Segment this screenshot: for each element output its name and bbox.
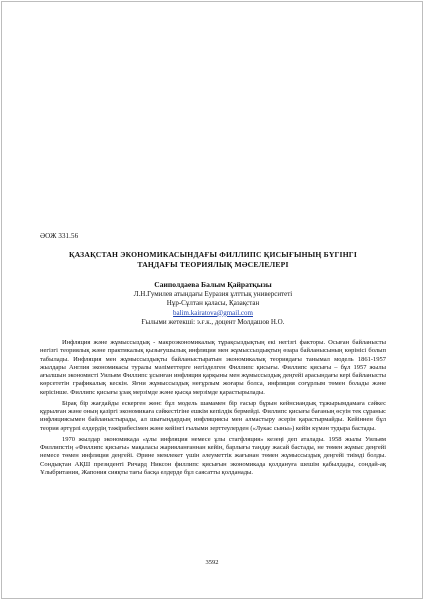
paragraph-3: 1970 жылдар экономикада «ұлы инфляция немесе ұлы стагфляция» кезеңі деп аталады. 1958 жылы Уильям Филлипстің «Филлипс қисығы» мақаласы жарияланғаннан кейін, барлығы тандау жасай бастады, не төмен жұмыс деңгейі немесе төмен инфляция деңгейі. Әрине мемлекет үшін әлеуметтік жағынан төмен жұмыссыздық деңгейі тиімді болды. Сондықтан АҚШ президенті Ричард Никсон филлипс қисығын экономикада қолдануға шешім қабылдады, сондай-ақ Ұлыбритания, Жапония сияқты тағы басқа елдерде бұл саясатты қолданады. [40, 435, 386, 476]
supervisor-line: Ғылыми жетекші: э.ғ.к., доцент Молдашов Н.О. [141, 317, 285, 326]
author-city: Нұр-Сұлтан қаласы, Қазақстан [166, 299, 260, 308]
author-block [42, 280, 384, 327]
paragraph-1: Инфляция және жұмыссыздық - макроэкономикалық тұрақсыздықтың екі негізгі факторы. Осыған байланысты негізгі теориялық және практикалық қызығушылық инфляция мен жұмыссыздықтың өзара байланысының көрінісі болып табылады. Инфляция мен жұмыссыздықты байланыстыратын экономикалық теориядағы танымал модель 1861-1957 жылдары Англия экономикасы туралы мәліметтерге негізделген Филлипс қисығы. Филлипс қисығы – бұл 1957 жылы ағылшын экономисті Уильям Филлипс ұсынған инфляция қарқыны мен жұмыссыздық деңгейі арасындағы кері байланысты көрсететін графикалық кескін. Яғни жұмыссыздық неғұрлым жоғары болса, инфляция соғұрлым төмен болады және керісінше. Филлипс қисығы ұзақ мерзімде және қысқа мерзімде қарастырылады. [40, 339, 386, 396]
paragraph-2: Бірақ бір жағдайды ескерген жөн: бұл модель шамамен бір ғасыр бұрын кейнсиандық тұжырымдамаға сәйкес құрылған және оның қазіргі экономикаға сәйкестігіне ешкім кепілдік бермейді. Филлипс қисығы бағаның өсуін тек сұраныс инфляциясымен байланыстырады, ал шығындардың инфляциясы мен алмастыру әсерін қарастырмайды. Кейіннен бұл теория әртүрлі елдердің тәжірибесімен және кейінгі ғылыми зерттеулерден («Лукас сыны») кейін күмән тудыра бастады. [40, 399, 386, 432]
author-name: Саиполдаева Балым Қайратқызы [154, 280, 272, 289]
page-number: 3592 [205, 559, 219, 566]
document-page [1, 1, 423, 599]
article-body [40, 339, 386, 477]
udc-code: ӘОЖ 331.56 [40, 232, 79, 240]
author-email-link[interactable]: balim.kairatova@gmail.com [173, 308, 253, 317]
author-affiliation: Л.Н.Гумилев атындағы Еуразия ұлттық университеті [133, 290, 293, 299]
title-line-1: ҚАЗАҚСТАН ЭКОНОМИКАСЫНДАҒЫ ФИЛЛИПС ҚИСЫҒЫНЫҢ БҮГІНГІ [68, 250, 357, 259]
article-title [32, 250, 394, 270]
title-line-2: ТАҢДАҒЫ ТЕОРИЯЛЫҚ МӘСЕЛЕЛЕРІ [137, 260, 289, 269]
